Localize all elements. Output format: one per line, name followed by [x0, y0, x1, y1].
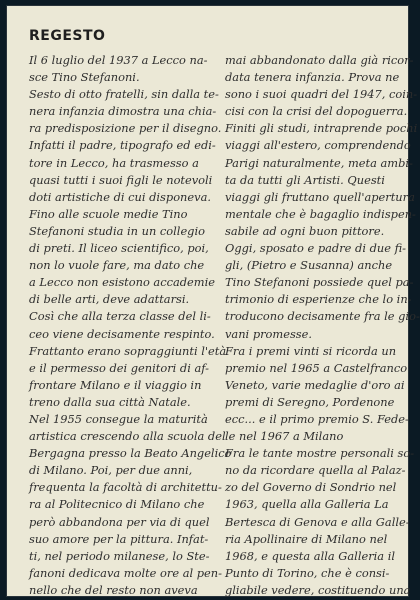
text-line: e il permesso dei genitori di af-	[29, 360, 209, 375]
text-line: ria Apollinaire di Milano nel	[225, 531, 388, 546]
text-line: viaggi all'estero, comprendendo	[225, 138, 411, 153]
text-line: Oggi, sposato e padre di due fi-	[225, 241, 407, 256]
text-line: Fra i premi vinti si ricorda un	[225, 343, 397, 358]
text-line: sce Tino Stefanoni.	[29, 70, 140, 85]
text-line: zo del Governo di Sondrio nel	[225, 480, 397, 495]
text-line: mentale che è bagaglio indispen-	[225, 206, 416, 221]
text-line: Bertesca di Genova e alla Galle-	[225, 514, 410, 529]
text-line: Nel 1955 consegue la maturità	[29, 411, 208, 426]
text-line: ra predisposizione per il disegno.	[29, 121, 222, 136]
text-line: però abbandona per via di quel	[29, 514, 210, 529]
text-line: Fino alle scuole medie Tino	[29, 206, 188, 221]
text-line: mai abbandonato dalla già ricor-	[225, 53, 414, 67]
text-line: Parigi naturalmente, meta ambi-	[225, 155, 413, 170]
text-line: Così che alla terza classe del li-	[29, 309, 211, 324]
text-line: vani promesse.	[225, 326, 313, 341]
text-line: trimonio di esperienze che lo in-	[225, 292, 412, 307]
text-line: frequenta la facoltà di architettu-	[29, 480, 222, 495]
text-line: no da ricordare quella al Palaz-	[225, 463, 406, 478]
text-line: nera infanzia dimostra una chia-	[29, 104, 217, 119]
text-line: a Lecco non esistono accademie	[29, 275, 215, 290]
text-line: ceo viene decisamente respinto.	[29, 326, 215, 341]
text-line: di Milano. Poi, per due anni,	[29, 463, 193, 478]
text-line: di preti. Il liceo scientifico, poi,	[29, 241, 209, 256]
text-line: doti artistiche di cui disponeva.	[29, 189, 211, 204]
text-line: tore in Lecco, ha trasmesso a	[29, 155, 199, 170]
text-line: Punto di Torino, che è consi-	[225, 565, 390, 580]
text-line: nello che del resto non aveva	[29, 582, 198, 597]
text-line: sabile ad ogni buon pittore.	[225, 223, 385, 238]
text-column-right	[225, 52, 420, 599]
text-line: viaggi gli fruttano quell'apertura	[225, 189, 415, 204]
text-line: Il 6 luglio del 1937 a Lecco na-	[29, 53, 208, 67]
text-line: di belle arti, deve adattarsi.	[29, 292, 190, 307]
text-line: Infatti il padre, tipografo ed edi-	[29, 138, 216, 153]
text-line: ti, nel periodo milanese, lo Ste-	[29, 548, 210, 563]
text-line: Frattanto erano sopraggiunti l'età	[29, 343, 227, 358]
text-line: Fra le tante mostre personali so-	[225, 446, 415, 461]
document-page	[6, 5, 420, 597]
text-line: fanoni dedicava molte ore al pen-	[29, 565, 222, 580]
text-line: ra al Politecnico di Milano che	[29, 497, 205, 512]
text-column-left	[29, 52, 232, 599]
text-line: troducono decisamente fra le gio-	[225, 309, 420, 324]
text-line: data tenera infanzia. Prova ne	[225, 70, 400, 85]
text-line: suo amore per la pittura. Infat-	[29, 531, 209, 546]
text-line: gliabile vedere, costituendo una	[225, 582, 411, 597]
text-line: cisi con la crisi del dopoguerra.	[225, 104, 408, 119]
text-line: ta da tutti gli Artisti. Questi	[225, 172, 385, 187]
text-line: Sesto di otto fratelli, sin dalla te-	[29, 87, 219, 102]
text-line: 1968, e questa alla Galleria il	[225, 548, 395, 563]
text-line: quasi tutti i suoi figli le notevoli	[29, 172, 213, 187]
text-line: frontare Milano e il viaggio in	[29, 377, 202, 392]
text-line: Tino Stefanoni possiede quel pa-	[225, 275, 414, 290]
text-line: ecc... e il primo premio S. Fede-	[225, 411, 409, 426]
text-line: le nel 1967 a Milano	[225, 429, 344, 444]
text-line: gli, (Pietro e Susanna) anche	[225, 258, 393, 273]
text-line: non lo vuole fare, ma dato che	[29, 258, 205, 273]
text-line: Bergagna presso la Beato Angelico	[29, 446, 232, 461]
text-line: Veneto, varie medaglie d'oro ai	[225, 377, 405, 392]
text-line: artistica crescendo alla scuola del	[29, 429, 226, 444]
text-line: sono i suoi quadri del 1947, coin-	[225, 87, 418, 102]
section-heading: REGESTO	[29, 28, 106, 44]
text-line: Stefanoni studia in un collegio	[29, 223, 205, 238]
text-line: premi di Seregno, Pordenone	[225, 394, 395, 409]
text-line: treno dalla sua città Natale.	[29, 394, 191, 409]
text-line: 1963, quella alla Galleria La	[225, 497, 389, 512]
text-line: Finiti gli studi, intraprende pochi	[225, 121, 418, 136]
text-line: premio nel 1965 a Castelfranco	[225, 360, 408, 375]
